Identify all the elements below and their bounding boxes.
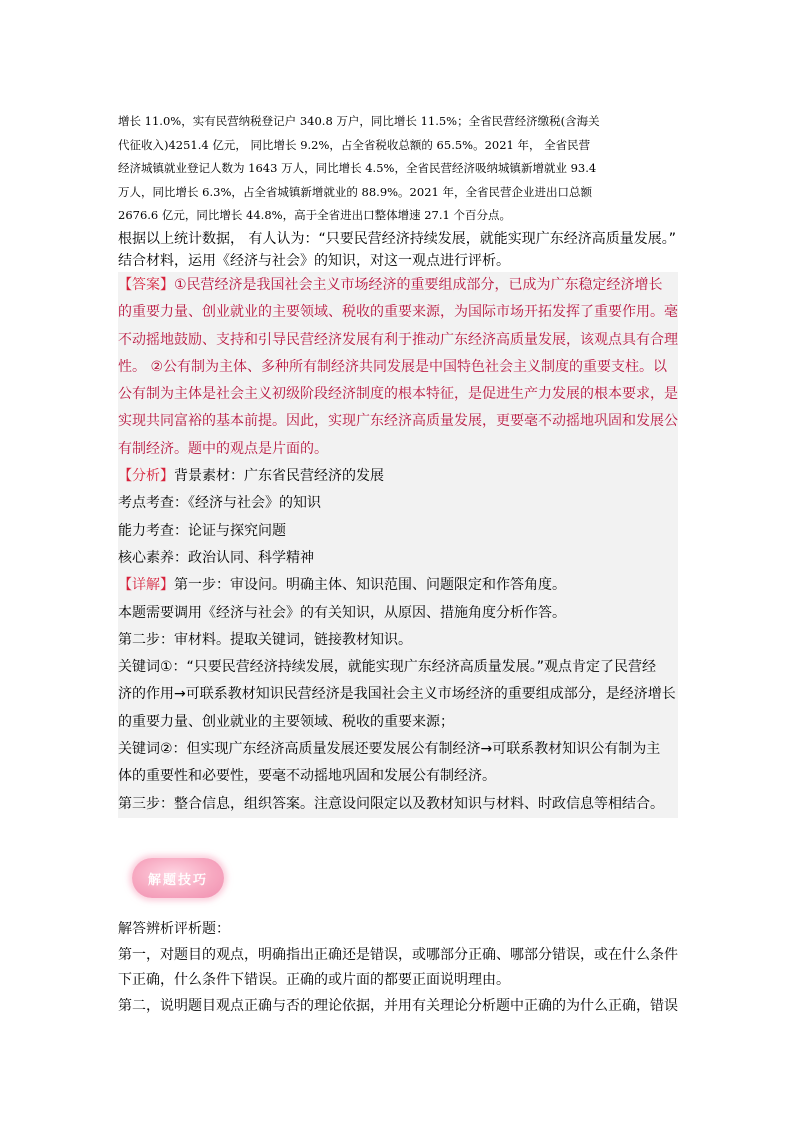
intro-line: 增长 11.0%，实有民营纳税登记户 340.8 万户，同比增长 11.5%；全省民营经济缴税(含海关 [118, 114, 600, 128]
detail-line: 的重要力量、创业就业的主要领域、税收的重要来源； [118, 713, 454, 730]
detail-line: 第三步：整合信息，组织答案。注意设问限定以及教材知识与材料、时政信息等相结合。 [118, 795, 664, 812]
analysis-text: 背景素材：广东省民营经济的发展 [174, 468, 384, 485]
tips-line: 第一，对题目的观点，明确指出正确还是错误，或哪部分正确、哪部分错误，或在什么条件 [118, 946, 678, 963]
answer-line: 公有制为主体是社会主义初级阶段经济制度的根本特征，是促进生产力发展的根本要求，是 [118, 386, 678, 403]
answer-line: 有制经济。题中的观点是片面的。 [118, 440, 328, 457]
detail-section [118, 572, 678, 818]
analysis-tag: 【分析】 [118, 468, 174, 485]
detail-line: 第二步：审材料。提取关键词，链接教材知识。 [118, 631, 412, 648]
tip-badge: 解题技巧 [132, 858, 224, 898]
detail-line: 济的作用→可联系教材知识民营经济是我国社会主义市场经济的重要组成部分，是经济增长 [118, 686, 676, 703]
tips-line: 下正确，什么条件下错误。正确的或片面的都要正面说明理由。 [118, 972, 510, 988]
answer-tag: 【答案】 [118, 276, 174, 293]
intro-line: 2676.6 亿元，同比增长 44.8%，高于全省进出口整体增速 27.1 个百分点。 [118, 208, 511, 223]
analysis-line: 能力考查：论证与探究问题 [118, 522, 286, 539]
answer-section [118, 272, 678, 463]
analysis-section [118, 463, 678, 572]
analysis-line: 核心素养：政治认同、科学精神 [118, 549, 314, 566]
intro-paragraph [118, 110, 678, 228]
detail-line [118, 572, 678, 599]
intro-line: 代征收入)4251.4 亿元， 同比增长 9.2%，占全省税收总额的 65.5%。2021 年， 全省民营 [118, 137, 591, 152]
detail-tag: 【详解】 [118, 577, 174, 594]
solution-block [118, 272, 678, 818]
answer-line: 性。 ②公有制为主体、多种所有制经济共同发展是中国特色社会主义制度的重要支柱。以 [118, 358, 667, 375]
answer-text: ①民营经济是我国社会主义市场经济的重要组成部分，已成为广东稳定经济增长 [174, 276, 663, 293]
answer-line: 不动摇地鼓励、支持和引导民营经济发展有利于推动广东经济高质量发展，该观点具有合理 [118, 331, 678, 348]
tips-paragraph [118, 917, 678, 1019]
answer-line: 实现共同富裕的基本前提。因此，实现广东经济高质量发展，更要毫不动摇地巩固和发展公 [118, 413, 678, 430]
tips-line: 解答辨析评析题： [118, 921, 230, 937]
tip-badge-container [132, 858, 224, 898]
tips-line: 第二，说明题目观点正确与否的理论依据，并用有关理论分析题中正确的为什么正确，错误 [118, 997, 678, 1014]
detail-text: 第一步：审设问。明确主体、知识范围、问题限定和作答角度。 [174, 577, 566, 594]
document-body [118, 110, 678, 818]
intro-line: 经济城镇就业登记人数为 1643 万人，同比增长 4.5%，全省民营经济吸纳城镇新增就业 93.4 [118, 161, 597, 176]
analysis-line: 考点考查：《经济与社会》的知识 [118, 495, 321, 512]
intro-line: 万人，同比增长 6.3%，占全省城镇新增就业的 88.9%。2021 年，全省民营企业进出口总额 [118, 184, 592, 199]
detail-line: 关键词②：但实现广东经济高质量发展还要发展公有制经济→可联系教材知识公有制为主 [118, 741, 661, 758]
answer-line [118, 272, 678, 299]
question-paragraph [118, 228, 678, 272]
analysis-line [118, 463, 678, 490]
detail-line: 体的重要性和必要性，要毫不动摇地巩固和发展公有制经济。 [118, 768, 496, 785]
detail-line: 关键词①：“只要民营经济持续发展，就能实现广东经济高质量发展。”观点肯定了民营经 [118, 659, 657, 676]
question-line: 根据以上统计数据， 有人认为：“只要民营经济持续发展，就能实现广东经济高质量发展。” [118, 230, 676, 247]
detail-line: 本题需要调用《经济与社会》的有关知识，从原因、措施角度分析作答。 [118, 604, 566, 621]
question-line: 结合材料，运用《经济与社会》的知识，对这一观点进行评析。 [118, 252, 510, 269]
answer-line: 的重要力量、创业就业的主要领域、税收的重要来源，为国际市场开拓发挥了重要作用。毫 [118, 304, 678, 321]
